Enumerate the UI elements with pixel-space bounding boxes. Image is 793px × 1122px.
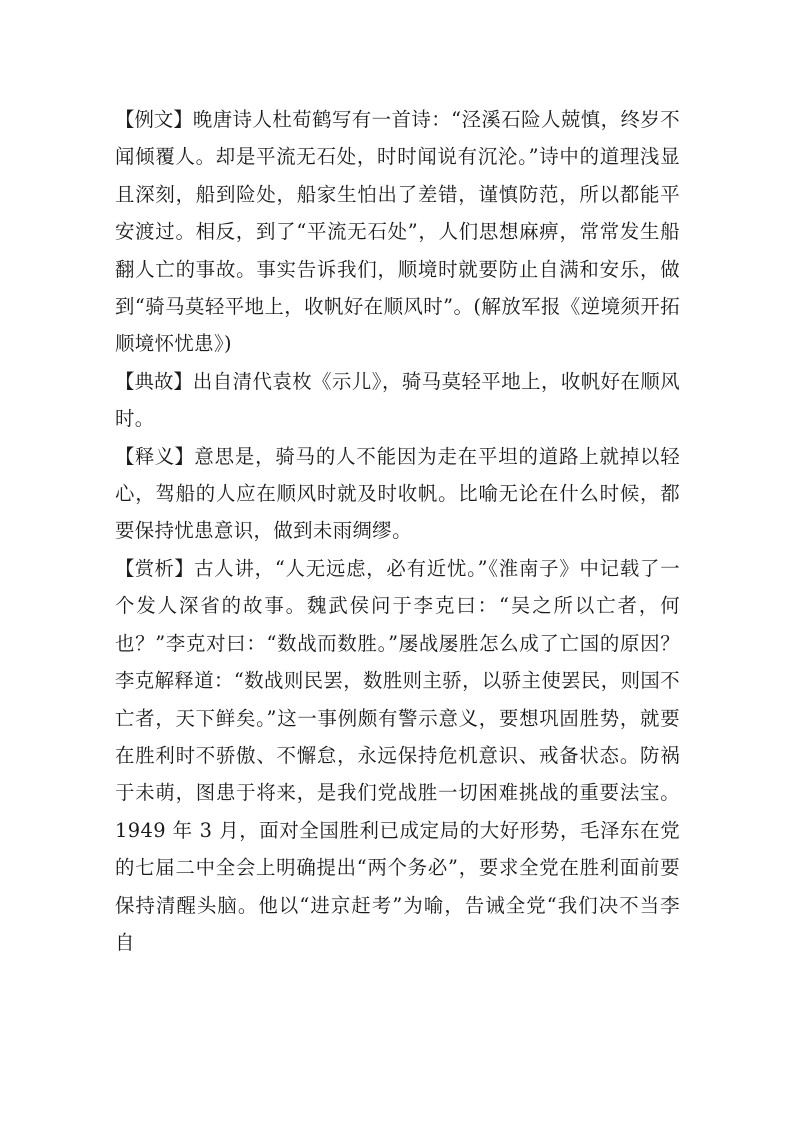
example-tag: 【例文】 [115, 108, 193, 131]
meaning-text: 意思是，骑马的人不能因为走在平坦的道路上就掉以轻心，驾船的人应在顺风时就及时收帆。比喻无论在什么时候，都要保持忧患意识，做到未雨绸缪。 [115, 444, 681, 543]
meaning-tag: 【释义】 [115, 444, 195, 468]
example-paragraph [115, 101, 680, 363]
appreciation-paragraph [115, 550, 680, 961]
example-text: 晚唐诗人杜荀鹤写有一首诗：“泾溪石险人兢慎，终岁不闻倾覆人。却是平流无石处，时时闻说有沉沦。”诗中的道理浅显且深刻，船到险处，船家生怕出了差错，谨慎防范，所以都能平安渡过。相反，到了“平流无石处”，人们思想麻痹，常常发生船翻人亡的事故。事实告诉我们，顺境时就要防止自满和安乐，做到“骑马莫轻平地上，收帆好在顺风时”。(解放军报《逆境须开拓 顺境怀忧患》) [115, 108, 680, 356]
allusion-text: 出自清代袁枚《示儿》，骑马莫轻平地上，收帆好在顺风时。 [115, 369, 680, 431]
allusion-paragraph [115, 363, 680, 438]
document-page [115, 101, 680, 961]
appreciation-tag: 【赏析】 [115, 556, 195, 580]
appreciation-text: 古人讲，“人无远虑，必有近忧。”《淮南子》中记载了一个发人深省的故事。魏武侯问于李克曰：“吴之所以亡者，何也？”李克对曰：“数战而数胜。”屡战屡胜怎么成了亡国的原因？李克解释道：“数战则民罢，数胜则主骄，以骄主使罢民，则国不亡者，天下鲜矣。”这一事例颇有警示意义，要想巩固胜势，就要在胜利时不骄傲、不懈怠，永远保持危机意识、戒备状态。防祸于未萌，图患于将来，是我们党战胜一切困难挑战的重要法宝。1949 年 3 月，面对全国胜利已成定局的大好形势，毛泽东在党的七届二中全会上明确提出“两个务必”，要求全党在胜利面前要保持清醒头脑。他以“进京赶考”为喻，告诫全党“我们决不当李自 [115, 556, 681, 954]
allusion-tag: 【典故】 [115, 369, 193, 393]
meaning-paragraph [115, 438, 680, 550]
